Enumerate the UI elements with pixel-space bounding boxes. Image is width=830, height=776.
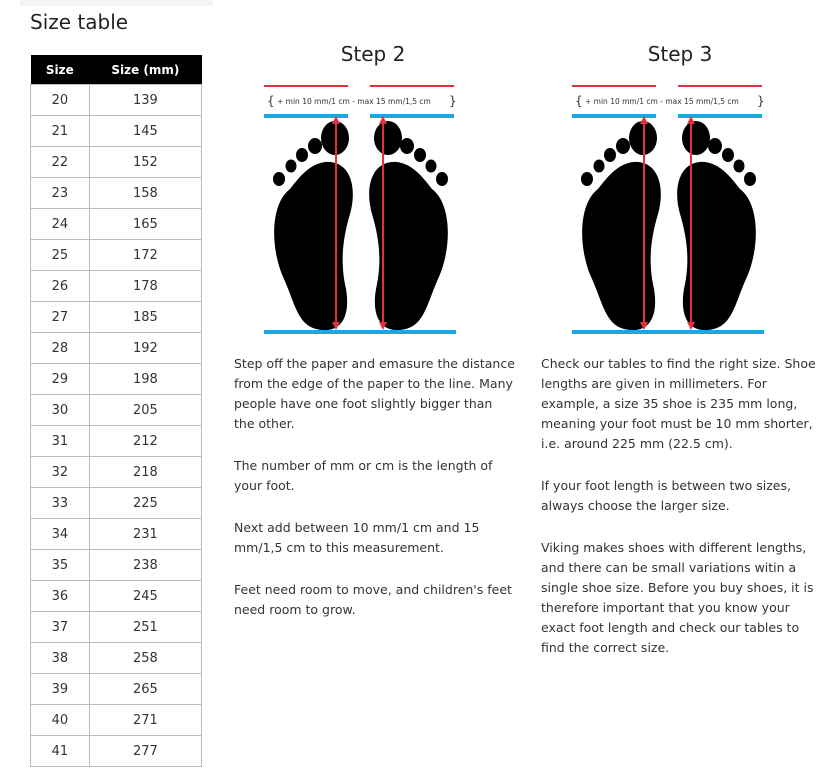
table-row — [31, 209, 202, 240]
svg-text:}: } — [449, 94, 457, 108]
table-row — [31, 395, 202, 426]
table-row — [31, 178, 202, 209]
size-cell: 20 — [31, 85, 90, 116]
size-cell: 25 — [31, 240, 90, 271]
step-3-paragraph-1: Check our tables to find the right size. Shoe lengths are given in millimeters. For example, a size 35 shoe is 235 mm long, meaning your foot must be 10 mm shorter, i.e. around 225 mm (22.5 cm). — [541, 356, 816, 451]
size-cell: 21 — [31, 116, 90, 147]
size-cell: 22 — [31, 147, 90, 178]
size-mm-cell: 251 — [89, 612, 201, 643]
size-mm-cell: 277 — [89, 736, 201, 767]
size-cell: 28 — [31, 333, 90, 364]
table-row — [31, 674, 202, 705]
step-3-text — [541, 354, 823, 680]
table-row — [31, 519, 202, 550]
step-2-title: Step 2 — [340, 42, 406, 66]
step-2-paragraph-2: The number of mm or cm is the length of your foot. — [234, 458, 493, 493]
table-row — [31, 457, 202, 488]
table-row — [31, 240, 202, 271]
step-3-title: Step 3 — [647, 42, 713, 66]
table-header-row — [31, 55, 202, 85]
size-cell: 35 — [31, 550, 90, 581]
step-2-baseline — [264, 330, 456, 334]
size-cell: 27 — [31, 302, 90, 333]
step-3-baseline — [572, 330, 764, 334]
size-cell: 29 — [31, 364, 90, 395]
size-cell: 34 — [31, 519, 90, 550]
size-mm-cell: 192 — [89, 333, 201, 364]
size-cell: 31 — [31, 426, 90, 457]
table-row — [31, 581, 202, 612]
step-2-paragraph-4: Feet need room to move, and children's feet need room to grow. — [234, 582, 512, 617]
size-mm-cell: 165 — [89, 209, 201, 240]
table-row — [31, 302, 202, 333]
size-table-body — [31, 85, 202, 767]
size-cell: 32 — [31, 457, 90, 488]
step-3-paragraph-3: Viking makes shoes with different lengths, and there can be small variations witin a single shoe size. Before you buy shoes, it is therefore important that you know your exact foot length and check our tables to find the correct size. — [541, 540, 814, 655]
svg-text:}: } — [757, 94, 765, 108]
size-cell: 30 — [31, 395, 90, 426]
table-row — [31, 147, 202, 178]
size-mm-cell: 139 — [89, 85, 201, 116]
table-row — [31, 85, 202, 116]
size-mm-cell: 245 — [89, 581, 201, 612]
size-mm-cell: 205 — [89, 395, 201, 426]
size-mm-cell: 225 — [89, 488, 201, 519]
table-row — [31, 643, 202, 674]
step-2-measure-bracket — [264, 86, 457, 118]
svg-text:{: { — [267, 94, 275, 108]
size-table — [30, 55, 202, 767]
step-2-figure-label: + min 10 mm/1 cm - max 15 mm/1,5 cm — [277, 97, 431, 106]
table-row — [31, 333, 202, 364]
table-row — [31, 426, 202, 457]
step-2-foot-illustration — [262, 84, 462, 334]
size-mm-cell: 218 — [89, 457, 201, 488]
step-2-paragraph-1: Step off the paper and emasure the distance from the edge of the paper to the line. Many people have one foot slightly bigger than the other. — [234, 356, 515, 431]
table-row — [31, 364, 202, 395]
size-mm-cell: 258 — [89, 643, 201, 674]
left-foot-icon — [581, 121, 661, 330]
size-cell: 37 — [31, 612, 90, 643]
size-mm-cell: 271 — [89, 705, 201, 736]
size-mm-cell: 152 — [89, 147, 201, 178]
step-3-paragraph-2: If your foot length is between two sizes, always choose the larger size. — [541, 478, 791, 513]
page-title: Size table — [30, 10, 129, 34]
column-header-size-mm: Size (mm) — [89, 55, 201, 85]
size-cell: 41 — [31, 736, 90, 767]
header-bar — [20, 0, 213, 6]
size-cell: 40 — [31, 705, 90, 736]
size-mm-cell: 185 — [89, 302, 201, 333]
step-2-paragraph-3: Next add between 10 mm/1 cm and 15 mm/1,5 cm to this measurement. — [234, 520, 480, 555]
size-mm-cell: 178 — [89, 271, 201, 302]
table-row — [31, 488, 202, 519]
right-foot-icon — [677, 121, 756, 330]
table-row — [31, 116, 202, 147]
left-foot-icon — [273, 121, 353, 330]
table-row — [31, 736, 202, 767]
size-mm-cell: 172 — [89, 240, 201, 271]
size-mm-cell: 238 — [89, 550, 201, 581]
size-mm-cell: 198 — [89, 364, 201, 395]
column-header-size: Size — [31, 55, 90, 85]
table-row — [31, 550, 202, 581]
size-cell: 39 — [31, 674, 90, 705]
svg-text:{: { — [575, 94, 583, 108]
size-cell: 38 — [31, 643, 90, 674]
size-cell: 33 — [31, 488, 90, 519]
step-2-text — [234, 354, 516, 642]
table-row — [31, 705, 202, 736]
table-row — [31, 612, 202, 643]
size-mm-cell: 265 — [89, 674, 201, 705]
table-row — [31, 271, 202, 302]
step-3-figure-label: + min 10 mm/1 cm - max 15 mm/1,5 cm — [585, 97, 739, 106]
size-mm-cell: 158 — [89, 178, 201, 209]
size-cell: 36 — [31, 581, 90, 612]
step-3-foot-illustration — [570, 84, 770, 334]
size-mm-cell: 231 — [89, 519, 201, 550]
step-3-measure-bracket — [572, 86, 765, 118]
size-cell: 24 — [31, 209, 90, 240]
size-mm-cell: 212 — [89, 426, 201, 457]
size-cell: 26 — [31, 271, 90, 302]
size-cell: 23 — [31, 178, 90, 209]
right-foot-icon — [369, 121, 448, 330]
size-mm-cell: 145 — [89, 116, 201, 147]
